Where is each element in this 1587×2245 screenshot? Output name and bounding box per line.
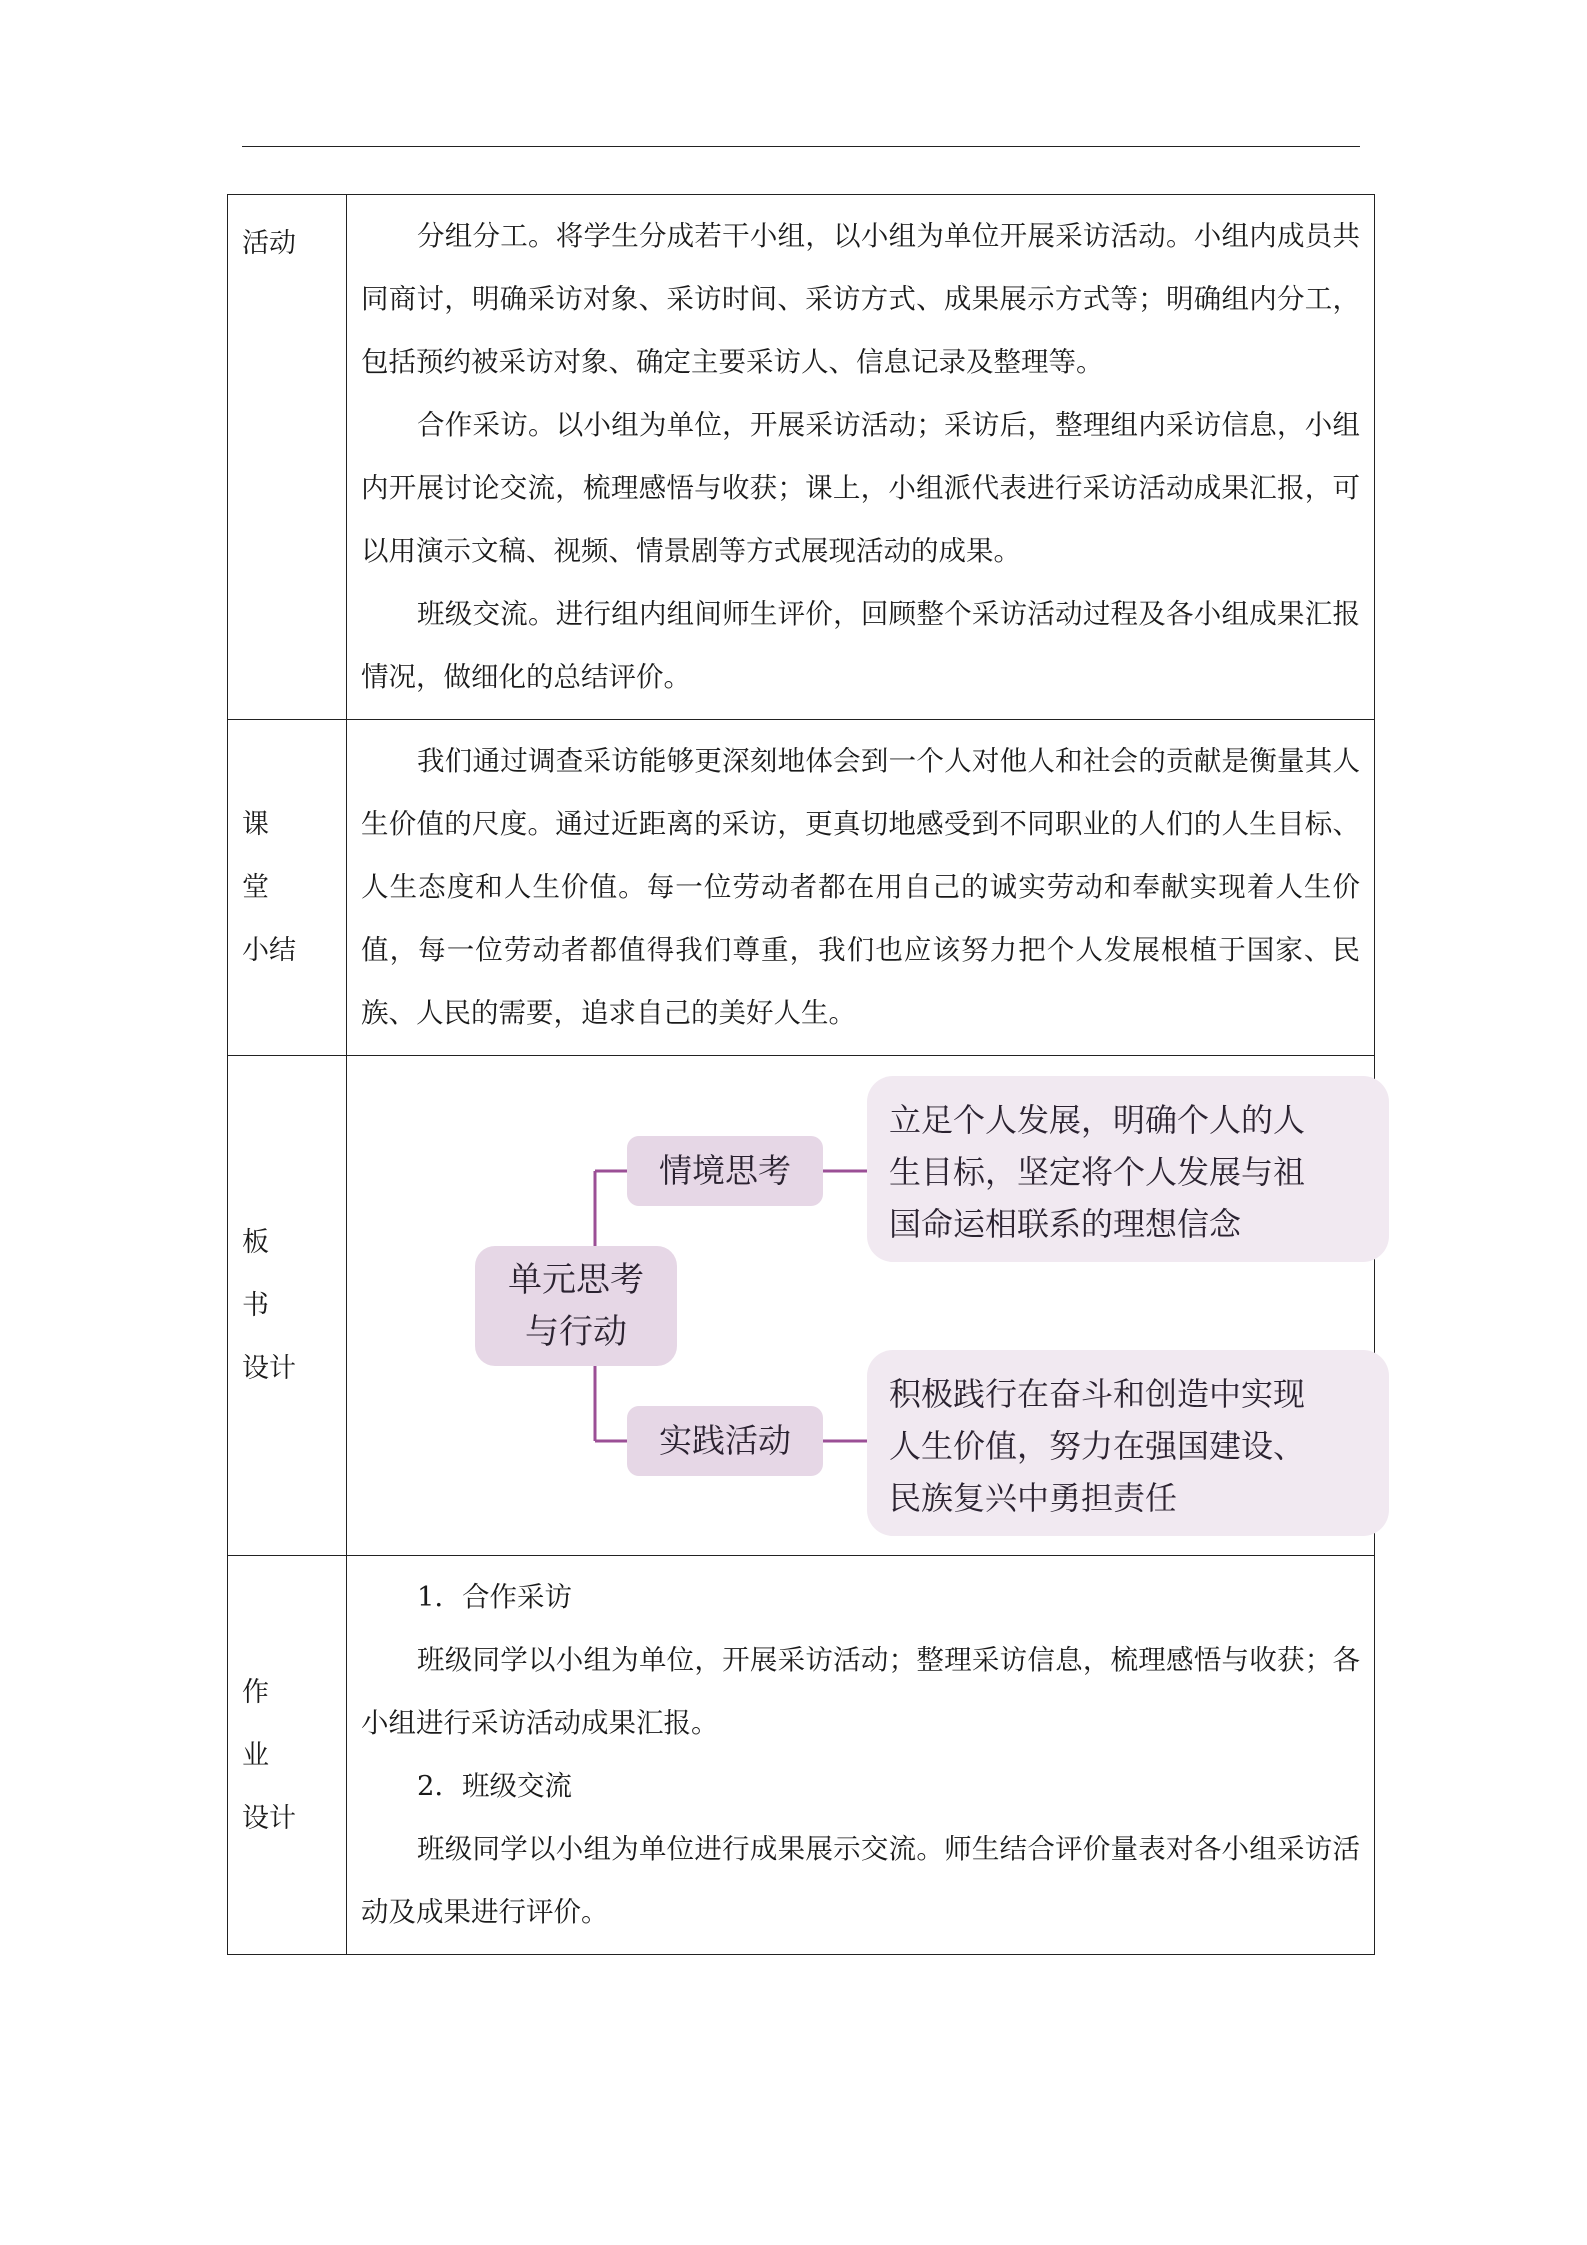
row-label-board [228, 1056, 347, 1556]
mind-map-root-node [475, 1246, 677, 1366]
table-row-board [228, 1056, 1375, 1556]
table-row-activity [228, 195, 1375, 720]
homework-item-heading: 1．合作采访 [417, 1581, 572, 1613]
lesson-plan-table [227, 194, 1375, 1955]
header-rule [242, 146, 1360, 147]
row-content-activity [347, 195, 1375, 720]
detail-line: 立足个人发展，明确个人的人 [889, 1101, 1306, 1139]
mind-map [347, 1056, 1374, 1552]
detail-line: 生目标，坚定将个人发展与祖 [889, 1153, 1306, 1191]
root-node-line: 与行动 [525, 1312, 627, 1352]
row-content-summary [347, 720, 1375, 1056]
detail-line: 积极践行在奋斗和创造中实现 [889, 1375, 1306, 1413]
row-label-summary [228, 720, 347, 1056]
detail-line: 人生价值，努力在强国建设、 [889, 1427, 1306, 1465]
detail-line: 国命运相联系的理想信念 [889, 1205, 1242, 1243]
mind-map-branch-node: 实践活动 [627, 1406, 823, 1476]
homework-item-heading: 2．班级交流 [417, 1770, 572, 1802]
row-label-homework [228, 1556, 347, 1955]
mind-map-detail-node [867, 1076, 1389, 1262]
table-row-homework [228, 1556, 1375, 1955]
row-label-text: 板 书 [242, 1227, 297, 1321]
row-label-text: 课 堂 [242, 809, 297, 903]
homework-item-text: 班级同学以小组为单位，开展采访活动；整理采访信息，梳理感悟与收获；各小组进行采访活动成果汇报。 [361, 1644, 1360, 1739]
paragraph: 合作采访。以小组为单位，开展采访活动；采访后，整理组内采访信息，小组内开展讨论交流，梳理感悟与收获；课上，小组派代表进行采访活动成果汇报，可以用演示文稿、视频、情景剧等方式展现活动的成果。 [361, 409, 1360, 567]
mind-map-detail-node [867, 1350, 1389, 1536]
row-label-text: 设计 [242, 1802, 296, 1834]
mind-map-branch-node: 情境思考 [627, 1136, 823, 1206]
detail-line: 民族复兴中勇担责任 [889, 1479, 1178, 1517]
paragraph: 班级交流。进行组内组间师生评价，回顾整个采访活动过程及各小组成果汇报情况，做细化的总结评价。 [361, 598, 1360, 693]
table-row-summary [228, 720, 1375, 1056]
row-label-text: 小结 [242, 935, 296, 966]
row-label-text: 活动 [242, 228, 296, 259]
row-content-board [347, 1056, 1375, 1556]
row-label-activity [228, 195, 347, 720]
root-node-line: 单元思考 [508, 1260, 644, 1300]
row-label-text: 作 业 [242, 1676, 297, 1771]
row-content-homework [347, 1556, 1375, 1955]
homework-item-text: 班级同学以小组为单位进行成果展示交流。师生结合评价量表对各小组采访活动及成果进行评价。 [361, 1833, 1360, 1928]
paragraph: 我们通过调查采访能够更深刻地体会到一个人对他人和社会的贡献是衡量其人生价值的尺度。通过近距离的采访，更真切地感受到不同职业的人们的人生目标、人生态度和人生价值。每一位劳动者都在用自己的诚实劳动和奉献实现着人生价值，每一位劳动者都值得我们尊重，我们也应该努力把个人发展根植于国家、民族、人民的需要，追求自己的美好人生。 [361, 745, 1360, 1029]
row-label-text: 设计 [242, 1353, 296, 1384]
paragraph: 分组分工。将学生分成若干小组，以小组为单位开展采访活动。小组内成员共同商讨，明确采访对象、采访时间、采访方式、成果展示方式等；明确组内分工，包括预约被采访对象、确定主要采访人、信息记录及整理等。 [361, 220, 1360, 378]
